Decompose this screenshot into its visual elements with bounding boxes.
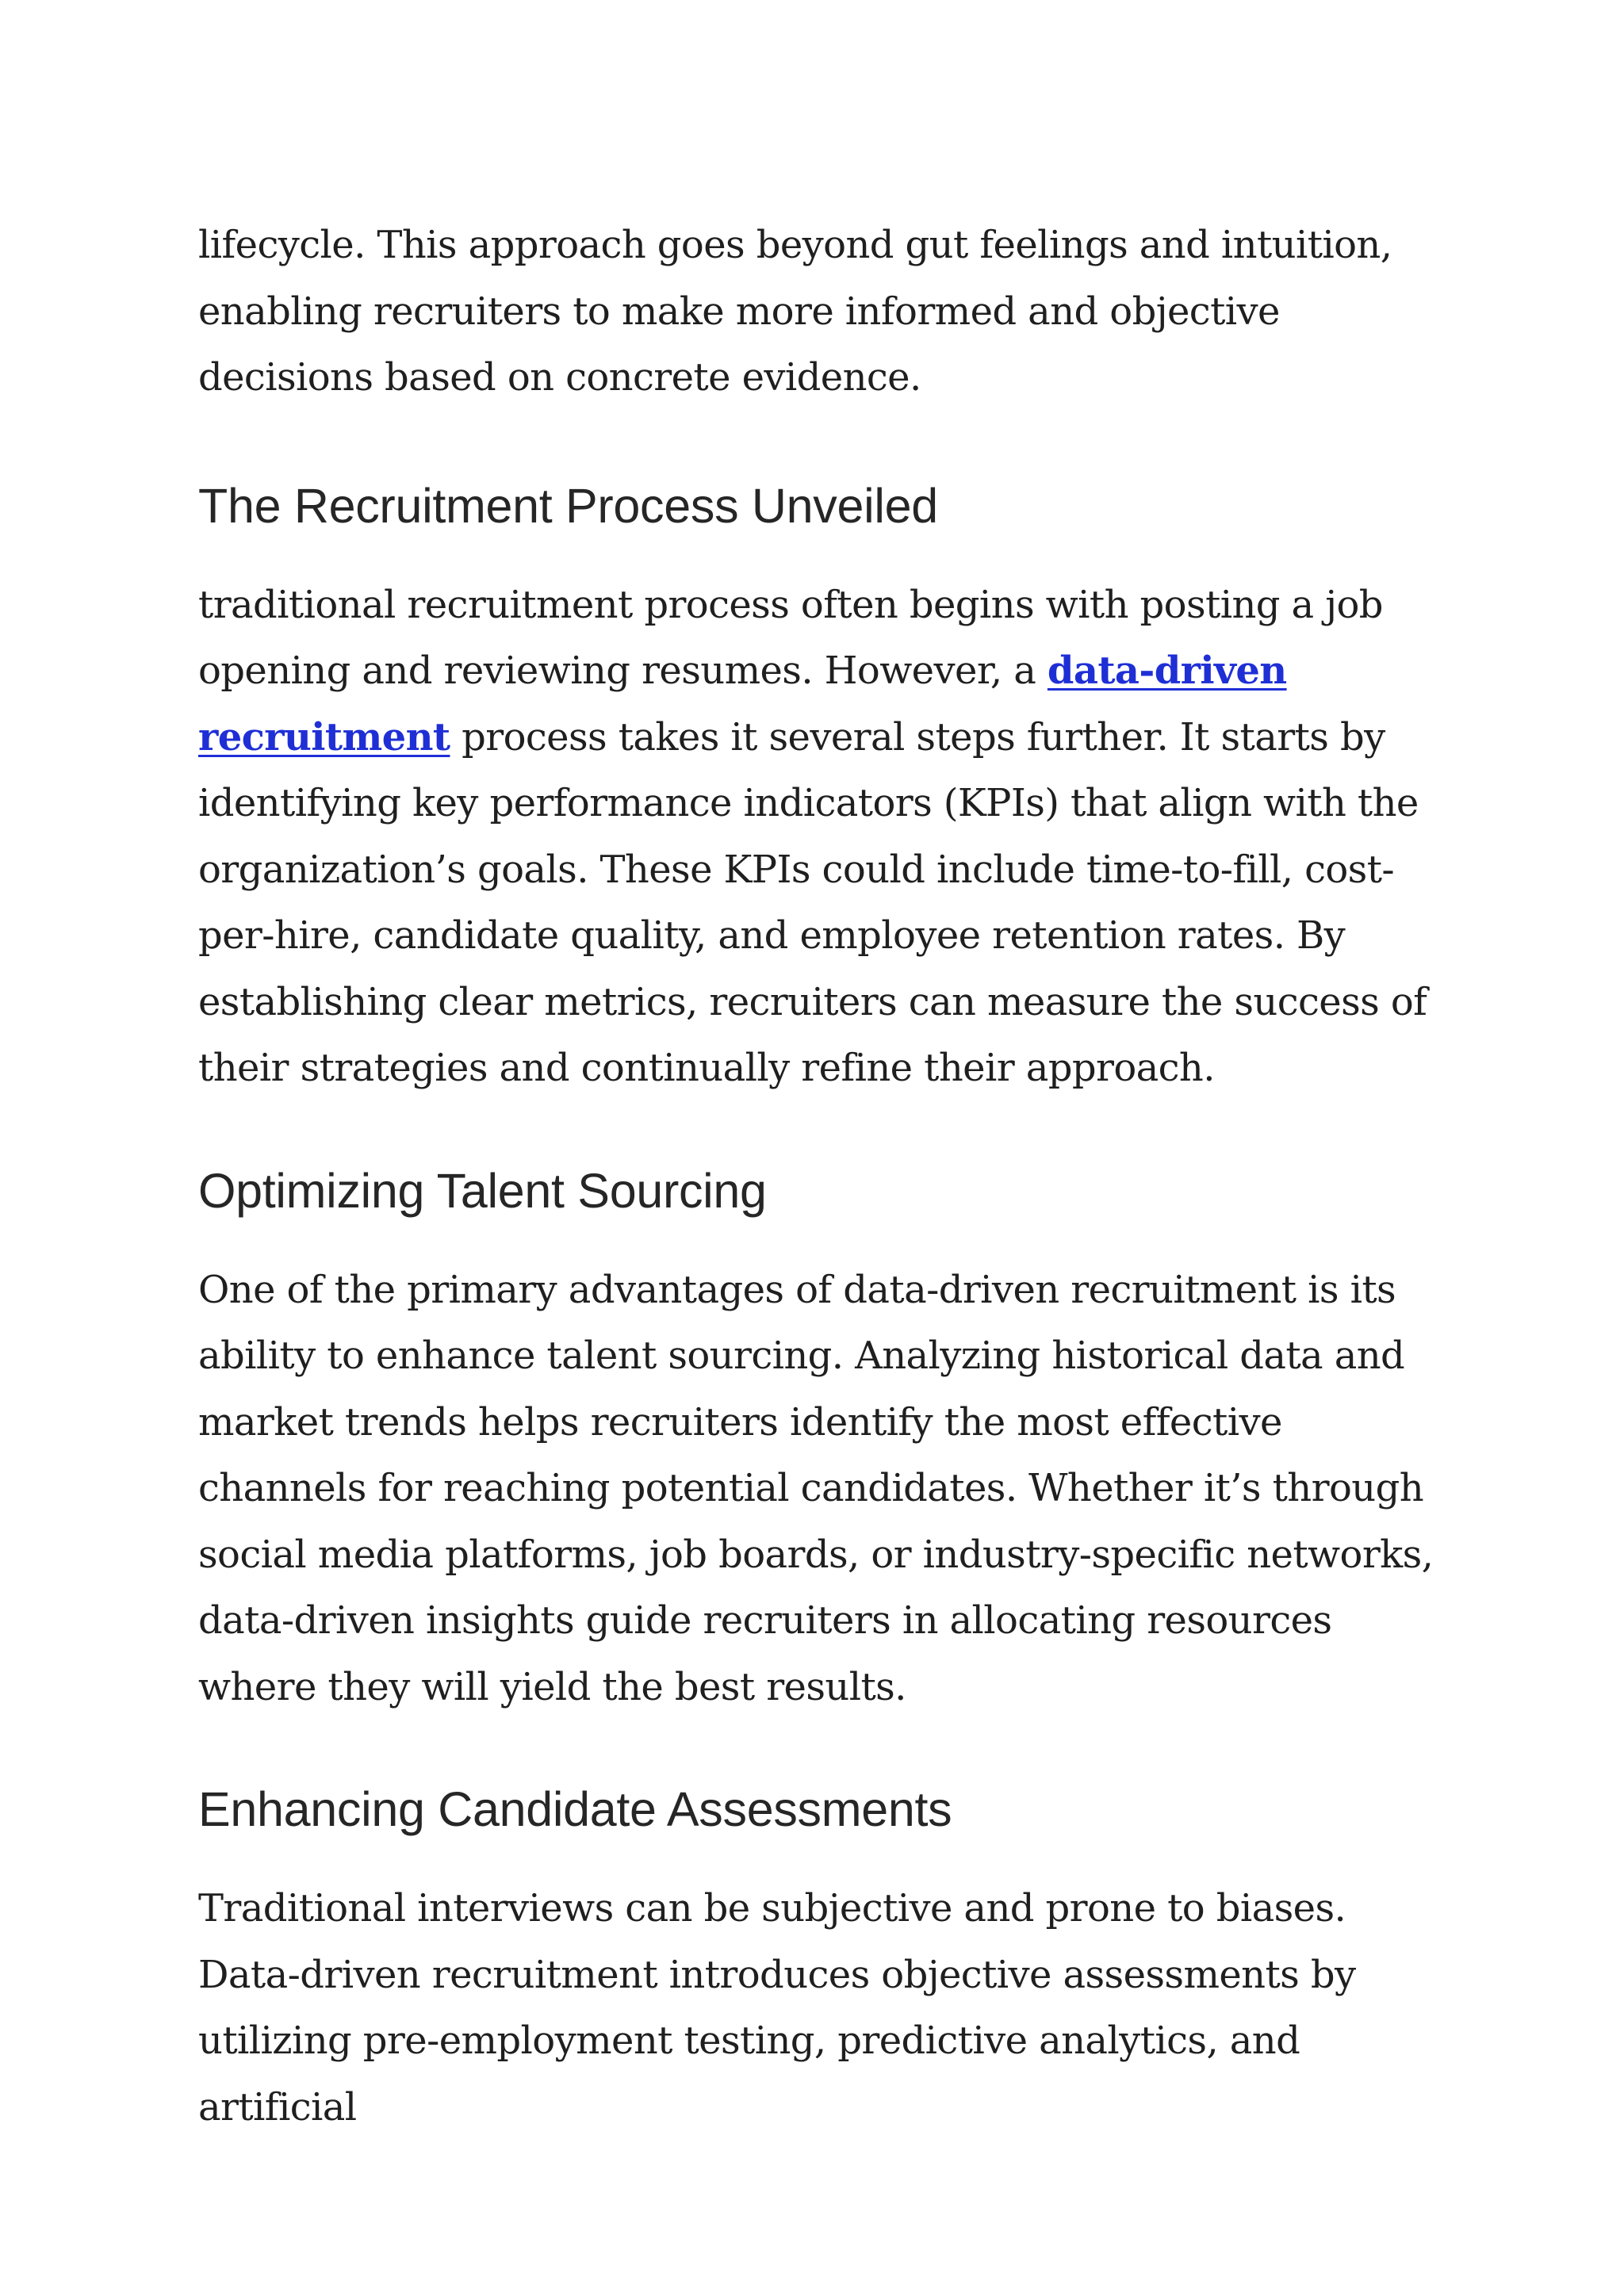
- section-heading-recruitment-process: The Recruitment Process Unveiled: [198, 478, 938, 533]
- paragraph-text-after-link: process takes it several steps further. It starts by identifying key performance indicators (KPIs) that align with the organization’s goals. These KPIs could include time-to-fill, cost-per-hire, candidate quality, and employee retention rates. By establishing clear metrics, recruiters can measure the success of their strategies and continually refine their approach.: [198, 714, 1427, 1090]
- intro-paragraph: lifecycle. This approach goes beyond gut feelings and intuition, enabling recruiters to make more informed and objective decisions based on concrete evidence.: [198, 223, 1392, 400]
- section-paragraph-recruitment-process: [198, 572, 1443, 1102]
- section-heading-candidate-assessments: Enhancing Candidate Assessments: [198, 1782, 952, 1836]
- paragraph-text-before-link: traditional recruitment process often begins with posting a job opening and reviewing resumes. However, a: [198, 582, 1383, 693]
- section-paragraph-talent-sourcing: One of the primary advantages of data-driven recruitment is its ability to enhance talent sourcing. Analyzing historical data and market trends helps recruiters identify the most effective channels for reaching potential candidates. Whether it’s through social media platforms, job boards, or industry-specific networks, data-driven insights guide recruiters in allocating resources where they will yield the best results.: [198, 1267, 1434, 1709]
- data-driven-recruitment-link[interactable]: data-driven recruitment: [198, 649, 1287, 760]
- document-page: [198, 212, 1443, 2141]
- section-heading-talent-sourcing: Optimizing Talent Sourcing: [198, 1163, 767, 1218]
- section-paragraph-candidate-assessments: Traditional interviews can be subjective and prone to biases. Data-driven recruitment introduces objective assessments by utilizing pre-employment testing, predictive analytics, and artificial: [198, 1886, 1356, 2130]
